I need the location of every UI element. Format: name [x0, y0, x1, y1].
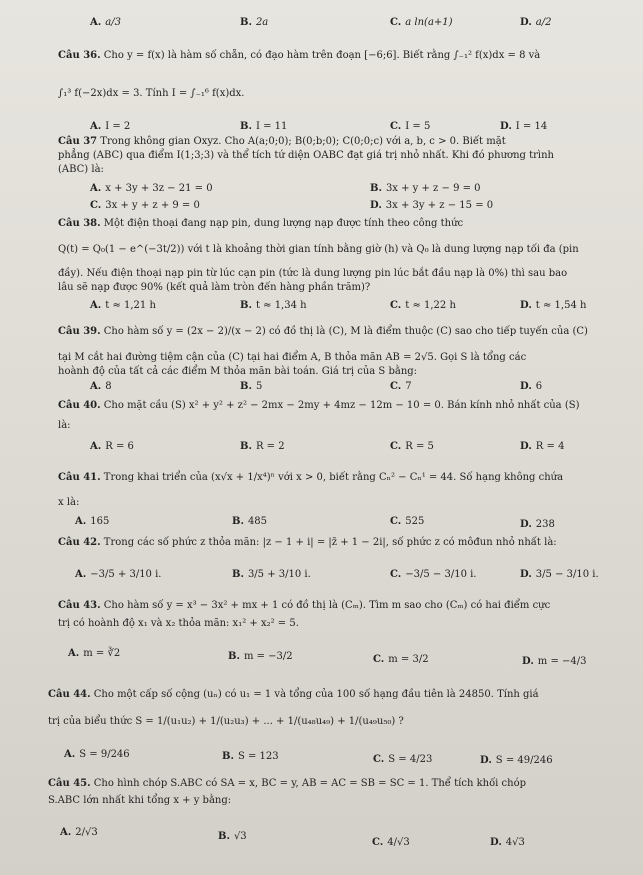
q44-option-c: C. S = 4/23: [373, 754, 433, 765]
q41-option-a: A. 165: [75, 516, 110, 527]
q39-line2: tại M cắt hai đường tiệm cận của (C) tại hai điểm A, B thỏa mãn AB = 2√5. Gọi S là tổng các: [58, 352, 527, 363]
q38-option-b: B. t ≈ 1,34 h: [240, 300, 307, 311]
q39-line3: hoành độ của tất cả các điểm M thỏa mãn bài toán. Giá trị của S bằng:: [58, 366, 418, 377]
q40-line1: Câu 40. Cho mặt cầu (S) x² + y² + z² − 2mx − 2my + 4mz − 12m − 10 = 0. Bán kính nhỏ nhất của (S): [58, 400, 580, 411]
q35-option-d: D. a/2: [520, 17, 552, 28]
q44-line1: Câu 44. Cho một cấp số cộng (uₙ) có u₁ = 1 và tổng của 100 số hạng đầu tiên là 24850. Tính giá: [48, 689, 539, 700]
q43-option-a: A. m = ∛2: [68, 648, 121, 659]
q39-option-a: A. 8: [90, 381, 112, 392]
q37-line1: Câu 37 Trong không gian Oxyz. Cho A(a;0;0); B(0;b;0); C(0;0;c) với a, b, c > 0. Biết mặt: [58, 136, 506, 147]
q44-option-b: B. S = 123: [222, 751, 279, 762]
q37-option-d: D. 3x + 3y + z − 15 = 0: [370, 200, 494, 211]
q44-option-d: D. S = 49/246: [480, 755, 553, 766]
q45-option-d: D. 4√3: [490, 837, 525, 848]
q41-line2: x là:: [58, 497, 80, 508]
q36-option-b: B. I = 11: [240, 121, 288, 132]
q37-line2: phẳng (ABC) qua điểm I(1;3;3) và thể tích tứ diện OABC đạt giá trị nhỏ nhất. Khi đó phương trình: [58, 150, 554, 161]
q37-option-c: C. 3x + y + z + 9 = 0: [90, 200, 200, 211]
q44-option-a: A. S = 9/246: [64, 749, 130, 760]
q40-option-c: C. R = 5: [390, 441, 434, 452]
q36-line1: Câu 36. Cho y = f(x) là hàm số chẵn, có đạo hàm trên đoạn [−6;6]. Biết rằng ∫₋₁² f(x)dx = 8 và: [58, 50, 541, 61]
q41-line1: Câu 41. Trong khai triển của (x√x + 1/x⁴)ⁿ với x > 0, biết rằng Cₙ² − Cₙ¹ = 44. Số hạng không chứa: [58, 472, 564, 483]
q44-line2: trị của biểu thức S = 1/(u₁u₂) + 1/(u₂u₃) + ... + 1/(u₄₈u₄₉) + 1/(u₄₉u₅₀) ?: [48, 716, 404, 727]
q37-option-b: B. 3x + y + z − 9 = 0: [370, 183, 481, 194]
q38-option-a: A. t ≈ 1,21 h: [90, 300, 156, 311]
q40-option-a: A. R = 6: [90, 441, 134, 452]
q39-line1: Câu 39. Cho hàm số y = (2x − 2)/(x − 2) có đồ thị là (C), M là điểm thuộc (C) sao cho tiếp tuyến của (C): [58, 326, 588, 337]
q43-option-d: D. m = −4/3: [522, 656, 587, 667]
q45-option-a: A. 2/√3: [60, 827, 98, 838]
q45-option-c: C. 4/√3: [372, 837, 410, 848]
q41-option-d: D. 238: [520, 519, 555, 530]
q35-option-a: A. a/3: [90, 17, 121, 28]
q40-option-b: B. R = 2: [240, 441, 285, 452]
q41-option-b: B. 485: [232, 516, 268, 527]
q42-option-c: C. −3/5 − 3/10 i.: [390, 569, 477, 580]
q40-line2: là:: [58, 420, 71, 431]
q43-line2: trị có hoành độ x₁ và x₂ thỏa mãn: x₁² + x₂² = 5.: [58, 618, 299, 629]
q36-option-d: D. I = 14: [500, 121, 548, 132]
q43-line1: Câu 43. Cho hàm số y = x³ − 3x² + mx + 1 có đồ thị là (Cₘ). Tìm m sao cho (Cₘ) có hai điểm cực: [58, 600, 551, 611]
q43-option-b: B. m = −3/2: [228, 651, 293, 662]
q42-option-a: A. −3/5 + 3/10 i.: [75, 569, 162, 580]
q36-line2: ∫₁³ f(−2x)dx = 3. Tính I = ∫₋₁⁶ f(x)dx.: [58, 88, 245, 99]
q39-option-b: B. 5: [240, 381, 263, 392]
q41-option-c: C. 525: [390, 516, 425, 527]
q45-line2: S.ABC lớn nhất khi tổng x + y bằng:: [48, 795, 232, 806]
q35-option-b: B. 2a: [240, 17, 269, 28]
q43-option-c: C. m = 3/2: [373, 654, 429, 665]
q38-option-d: D. t ≈ 1,54 h: [520, 300, 587, 311]
q39-option-c: C. 7: [390, 381, 412, 392]
q38-line3: đầy). Nếu điện thoại nạp pin từ lúc cạn pin (tức là dung lượng pin lúc bắt đầu nạp là 0%) thì sau bao: [58, 268, 568, 279]
q42-option-d: D. 3/5 − 3/10 i.: [520, 569, 599, 580]
q42-option-b: B. 3/5 + 3/10 i.: [232, 569, 311, 580]
q38-line2: Q(t) = Q₀(1 − e^(−3t/2)) với t là khoảng thời gian tính bằng giờ (h) và Q₀ là dung lượng nạp tối đa (pin: [58, 244, 579, 255]
q35-option-c: C. a ln(a+1): [390, 17, 453, 28]
q45-line1: Câu 45. Cho hình chóp S.ABC có SA = x, BC = y, AB = AC = SB = SC = 1. Thể tích khối chóp: [48, 778, 527, 789]
q39-option-d: D. 6: [520, 381, 543, 392]
q38-line4: lâu sẽ nạp được 90% (kết quả làm tròn đến hàng phần trăm)?: [58, 282, 371, 293]
q37-line3: (ABC) là:: [58, 164, 104, 175]
q38-option-c: C. t ≈ 1,22 h: [390, 300, 456, 311]
q37-option-a: A. x + 3y + 3z − 21 = 0: [90, 183, 213, 194]
q42-line1: Câu 42. Trong các số phức z thỏa mãn: |z − 1 + i| = |z̄ + 1 − 2i|, số phức z có môđun nhỏ nhất là:: [58, 537, 557, 548]
q36-option-a: A. I = 2: [90, 121, 131, 132]
q40-option-d: D. R = 4: [520, 441, 565, 452]
q36-option-c: C. I = 5: [390, 121, 431, 132]
q38-line1: Câu 38. Một điện thoại đang nạp pin, dung lượng nạp được tính theo công thức: [58, 218, 464, 229]
q45-option-b: B. √3: [218, 831, 247, 842]
